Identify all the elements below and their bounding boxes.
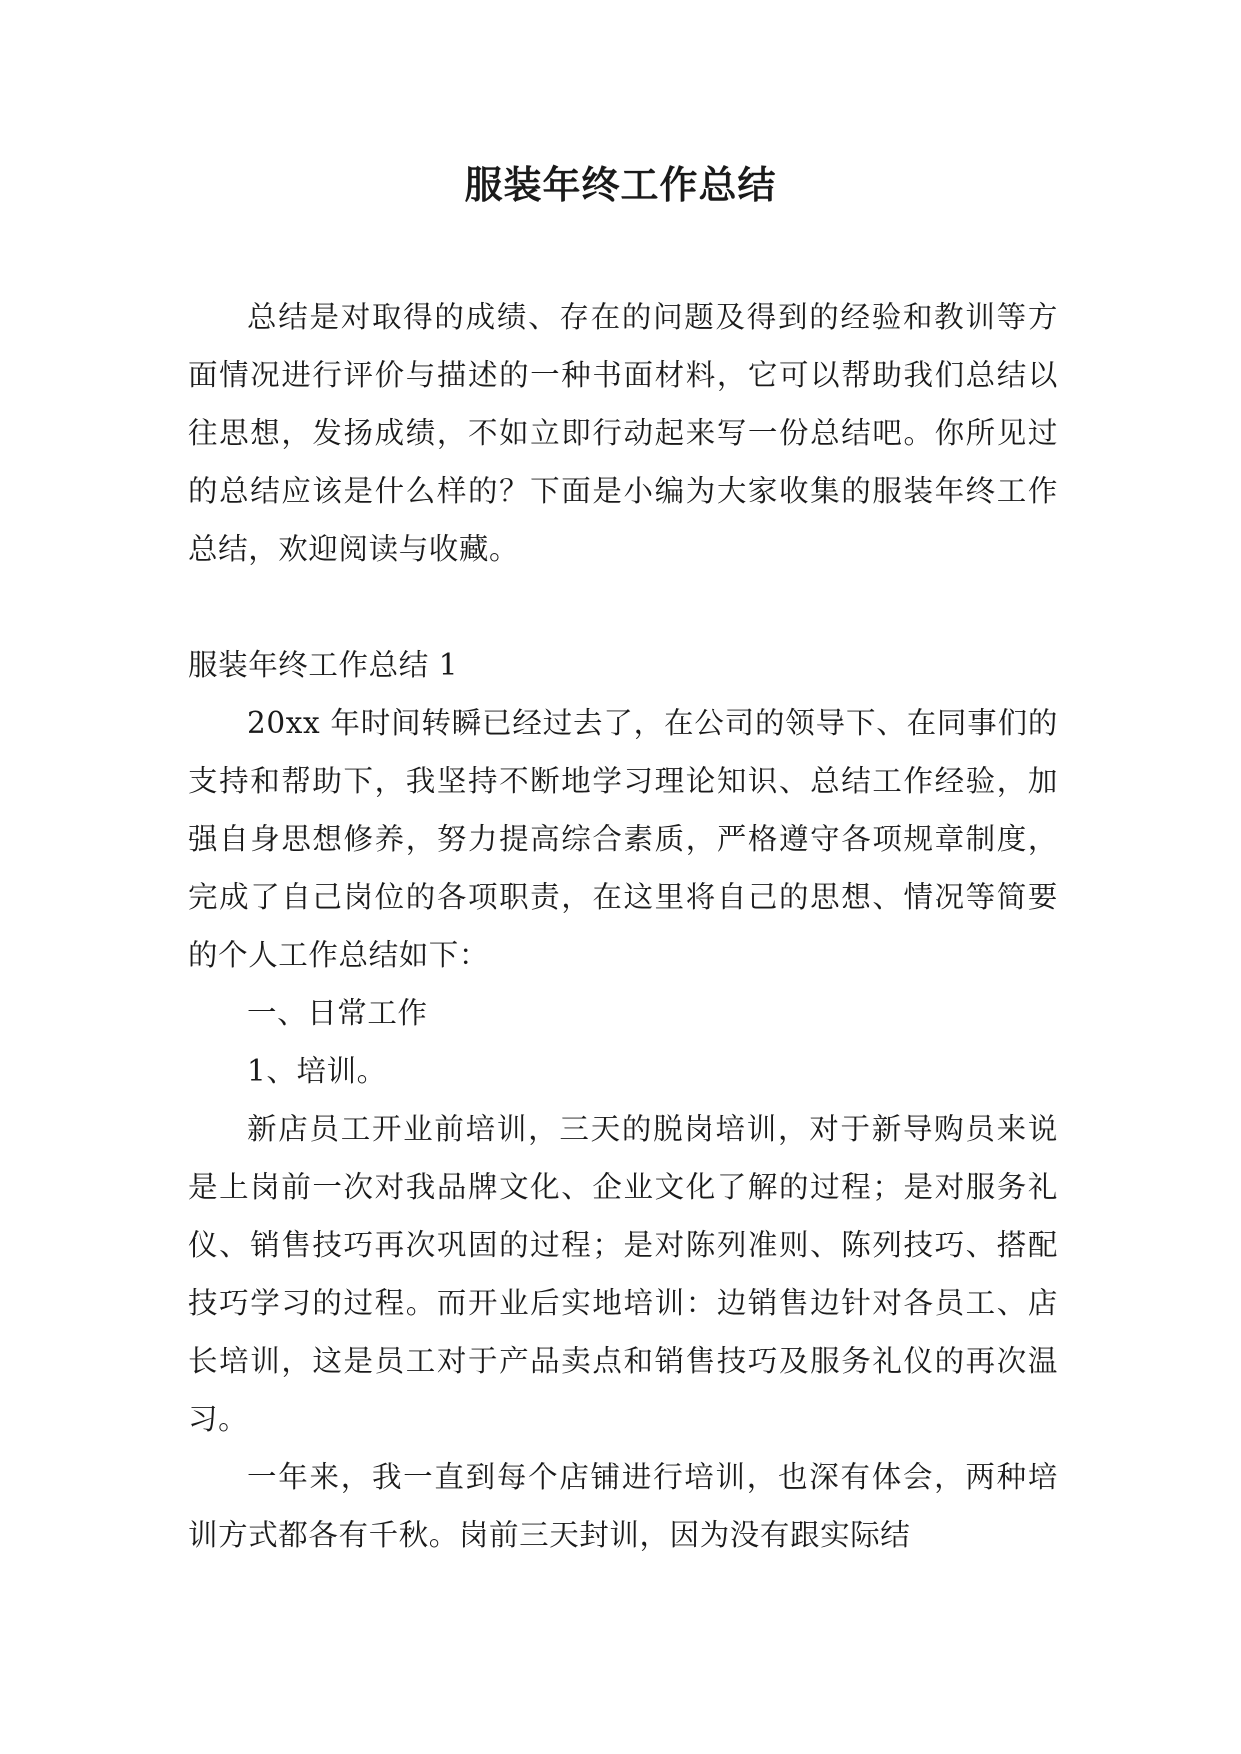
body-paragraph: 新店员工开业前培训，三天的脱岗培训，对于新导购员来说是上岗前一次对我品牌文化、企业文化了解的过程；是对服务礼仪、销售技巧再次巩固的过程；是对陈列准则、陈列技巧、搭配技巧学习的过程。而开业后实地培训：边销售边针对各员工、店长培训，这是员工对于产品卖点和销售技巧及服务礼仪的再次温习。 bbox=[188, 1112, 1058, 1436]
document-body bbox=[188, 288, 1058, 1564]
subsection-heading: 1、培训。 bbox=[247, 1054, 387, 1088]
intro-paragraph: 总结是对取得的成绩、存在的问题及得到的经验和教训等方面情况进行评价与描述的一种书面材料，它可以帮助我们总结以往思想，发扬成绩，不如立即行动起来写一份总结吧。你所见过的总结应该是什么样的？下面是小编为大家收集的服装年终工作总结，欢迎阅读与收藏。 bbox=[188, 300, 1058, 566]
body-paragraph: 20xx 年时间转瞬已经过去了，在公司的领导下、在同事们的支持和帮助下，我坚持不断地学习理论知识、总结工作经验，加强自身思想修养，努力提高综合素质，严格遵守各项规章制度，完成了自己岗位的各项职责，在这里将自己的思想、情况等简要的个人工作总结如下： bbox=[188, 706, 1058, 972]
document-title: 服装年终工作总结 bbox=[464, 162, 777, 207]
body-paragraph: 一年来，我一直到每个店铺进行培训，也深有体会，两种培训方式都各有千秋。岗前三天封训，因为没有跟实际结 bbox=[188, 1460, 1058, 1552]
section-heading: 一、日常工作 bbox=[247, 996, 428, 1030]
section-title: 服装年终工作总结 1 bbox=[188, 648, 459, 682]
